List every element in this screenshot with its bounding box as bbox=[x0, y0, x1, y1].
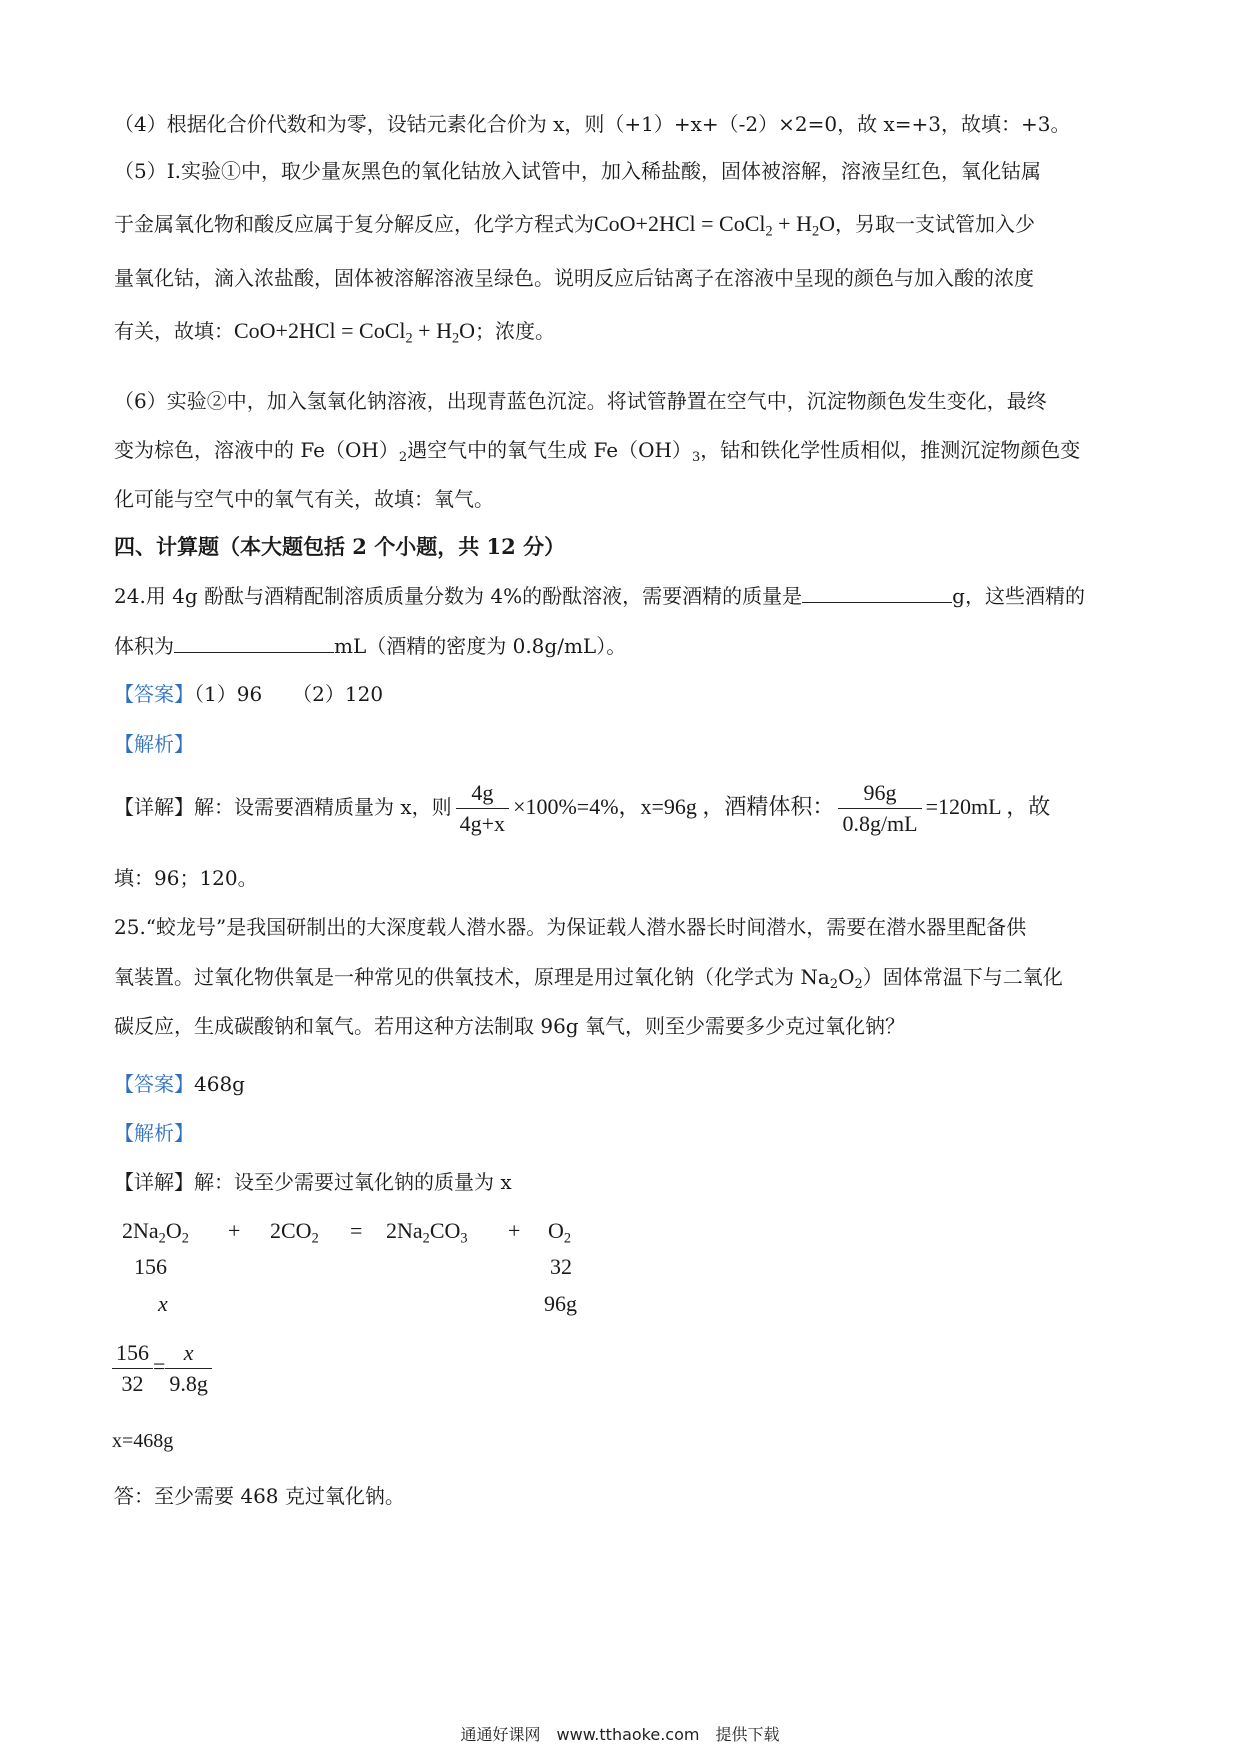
paragraph-5-line-3: 量氧化钴，滴入浓盐酸，固体被溶解溶液呈绿色。说明反应后钴离子在溶液中呈现的颜色与加入酸的浓度 bbox=[114, 266, 1034, 290]
analysis-tag: 【解析】 bbox=[114, 732, 194, 756]
analysis-tag: 【解析】 bbox=[114, 1121, 194, 1145]
section-title: 四、计算题（本大题包括 2 个小题，共 12 分） bbox=[114, 534, 566, 559]
answer-tag: 【答案】 bbox=[114, 682, 194, 706]
mass-o2: 96g bbox=[544, 1291, 577, 1316]
q24-analysis bbox=[114, 728, 194, 757]
text: 体积为 bbox=[114, 634, 174, 658]
equation-inline: CoO+2HCl = CoCl$_2$ + $H_2O$ bbox=[594, 211, 836, 240]
ratio-right: $\frac{x}{9.8g}$ bbox=[165, 1340, 212, 1397]
q24-detail bbox=[114, 780, 1050, 837]
molar-mass-na2o2: 156 bbox=[134, 1254, 167, 1279]
text: ×100%=4%，x=96g ，酒精体积： bbox=[513, 794, 835, 819]
footer-watermark: 通通好课网 www.tthaoke.com 提供下载 bbox=[460, 1725, 780, 1744]
equation-inline: CoO+2HCl = CoCl$_2$ + $H_2O$ bbox=[234, 318, 476, 347]
q25-answer bbox=[114, 1068, 245, 1097]
fraction-4g-over-4g-plus-x: $\frac{4g}{4g+x}$ bbox=[456, 780, 509, 837]
answer-text: （1）96 （2）120 bbox=[194, 682, 384, 706]
chemical-equation-block bbox=[122, 1218, 622, 1338]
q24-detail-end: 填：96；120。 bbox=[114, 866, 258, 890]
result-line: x=468g bbox=[112, 1430, 174, 1452]
text: O bbox=[838, 965, 855, 989]
paragraph-6-line-1: （6）实验②中，加入氢氧化钠溶液，出现青蓝色沉淀。将试管静置在空气中，沉淀物颜色发生变化，最终 bbox=[114, 389, 1047, 413]
answer-blank bbox=[802, 584, 952, 603]
text: 氧装置。过氧化物供氧是一种常见的供氧技术，原理是用过氧化钠（化学式为 Na bbox=[114, 965, 830, 989]
text: mL（酒精的密度为 0.8g/mL）。 bbox=[334, 634, 627, 658]
text: 24.用 4g 酚酞与酒精配制溶质质量分数为 4%的酚酞溶液，需要酒精的质量是 bbox=[114, 584, 803, 608]
answer-tag: 【答案】 bbox=[114, 1072, 194, 1096]
detail-tag: 【详解】 bbox=[114, 795, 194, 819]
q25-detail bbox=[114, 1166, 512, 1195]
text: =120mL ，故 bbox=[925, 794, 1051, 819]
equals-sign: = bbox=[350, 1218, 363, 1243]
ratio-left: $\frac{156}{32}$ bbox=[112, 1340, 153, 1397]
text: 于金属氧化物和酸反应属于复分解反应，化学方程式为 bbox=[114, 212, 594, 236]
molar-mass-o2: 32 bbox=[550, 1254, 572, 1279]
text: ，钴和铁化学性质相似，推测沉淀物颜色变 bbox=[700, 438, 1081, 462]
q25-analysis bbox=[114, 1117, 194, 1146]
fraction-96g-over-density: $\frac{96g}{0.8g/mL}$ bbox=[838, 780, 921, 837]
product-na2co3: $2Na_2CO_3$ bbox=[386, 1218, 468, 1247]
ratio-equation bbox=[112, 1340, 212, 1397]
q25-line-2: 氧装置。过氧化物供氧是一种常见的供氧技术，原理是用过氧化钠（化学式为 $Na_2O_2$）固体常温下与二氧化 bbox=[114, 965, 1063, 992]
text: g，这些酒精的 bbox=[952, 584, 1085, 608]
q25-line-1: 25.“蛟龙号”是我国研制出的大深度载人潜水器。为保证载人潜水器长时间潜水，需要在潜水器里配备供 bbox=[114, 915, 1027, 939]
text: ，另取一支试管加入少 bbox=[835, 212, 1036, 236]
q24-answer bbox=[114, 678, 383, 707]
detail-tag: 【详解】 bbox=[114, 1170, 194, 1194]
q25-line-3: 碳反应，生成碳酸钠和氧气。若用这种方法制取 96g 氧气，则至少需要多少克过氧化钠？ bbox=[114, 1014, 905, 1038]
text: ；浓度。 bbox=[475, 319, 556, 343]
paragraph-5-line-2 bbox=[114, 208, 1036, 240]
text: 变为棕色，溶液中的 Fe（OH） bbox=[114, 438, 399, 462]
q24-line-2 bbox=[114, 630, 626, 659]
reactant-na2o2: $2Na_2O_2$ bbox=[122, 1218, 189, 1247]
plus-sign: + bbox=[508, 1218, 521, 1243]
answer-text: 468g bbox=[194, 1072, 245, 1096]
reactant-co2: $2CO_2$ bbox=[270, 1218, 319, 1247]
paragraph-5-line-1: （5）I.实验①中，取少量灰黑色的氧化钴放入试管中，加入稀盐酸，固体被溶解，溶液呈红色，氧化钴属 bbox=[114, 159, 1041, 183]
unknown-x: x bbox=[158, 1291, 168, 1316]
text: 遇空气中的氧气生成 Fe（OH） bbox=[407, 438, 692, 462]
paragraph-6-line-3: 化可能与空气中的氧气有关，故填：氧气。 bbox=[114, 487, 494, 511]
paragraph-6-line-2: 变为棕色，溶液中的 $Fe(OH)_2$遇空气中的氧气生成 $Fe(OH)_3$，钴和铁化学性质相似，推测沉淀物颜色变 bbox=[114, 438, 1081, 465]
q24-line-1 bbox=[114, 580, 1085, 609]
plus-sign: + bbox=[228, 1218, 241, 1243]
equals-sign: = bbox=[153, 1353, 166, 1379]
product-o2: $O_2$ bbox=[548, 1218, 572, 1247]
answer-blank bbox=[174, 634, 334, 653]
paragraph-5-line-4 bbox=[114, 315, 556, 347]
text: 解：设至少需要过氧化钠的质量为 x bbox=[194, 1170, 512, 1194]
text: 解：设需要酒精质量为 x，则 bbox=[194, 795, 452, 819]
text: ）固体常温下与二氧化 bbox=[862, 965, 1063, 989]
conclusion-line: 答：至少需要 468 克过氧化钠。 bbox=[114, 1484, 405, 1508]
paragraph-4: （4）根据化合价代数和为零，设钴元素化合价为 x，则（+1）+x+（-2）×2=0，故 x=+3，故填：+3。 bbox=[114, 112, 1071, 136]
text: 有关，故填： bbox=[114, 319, 234, 343]
